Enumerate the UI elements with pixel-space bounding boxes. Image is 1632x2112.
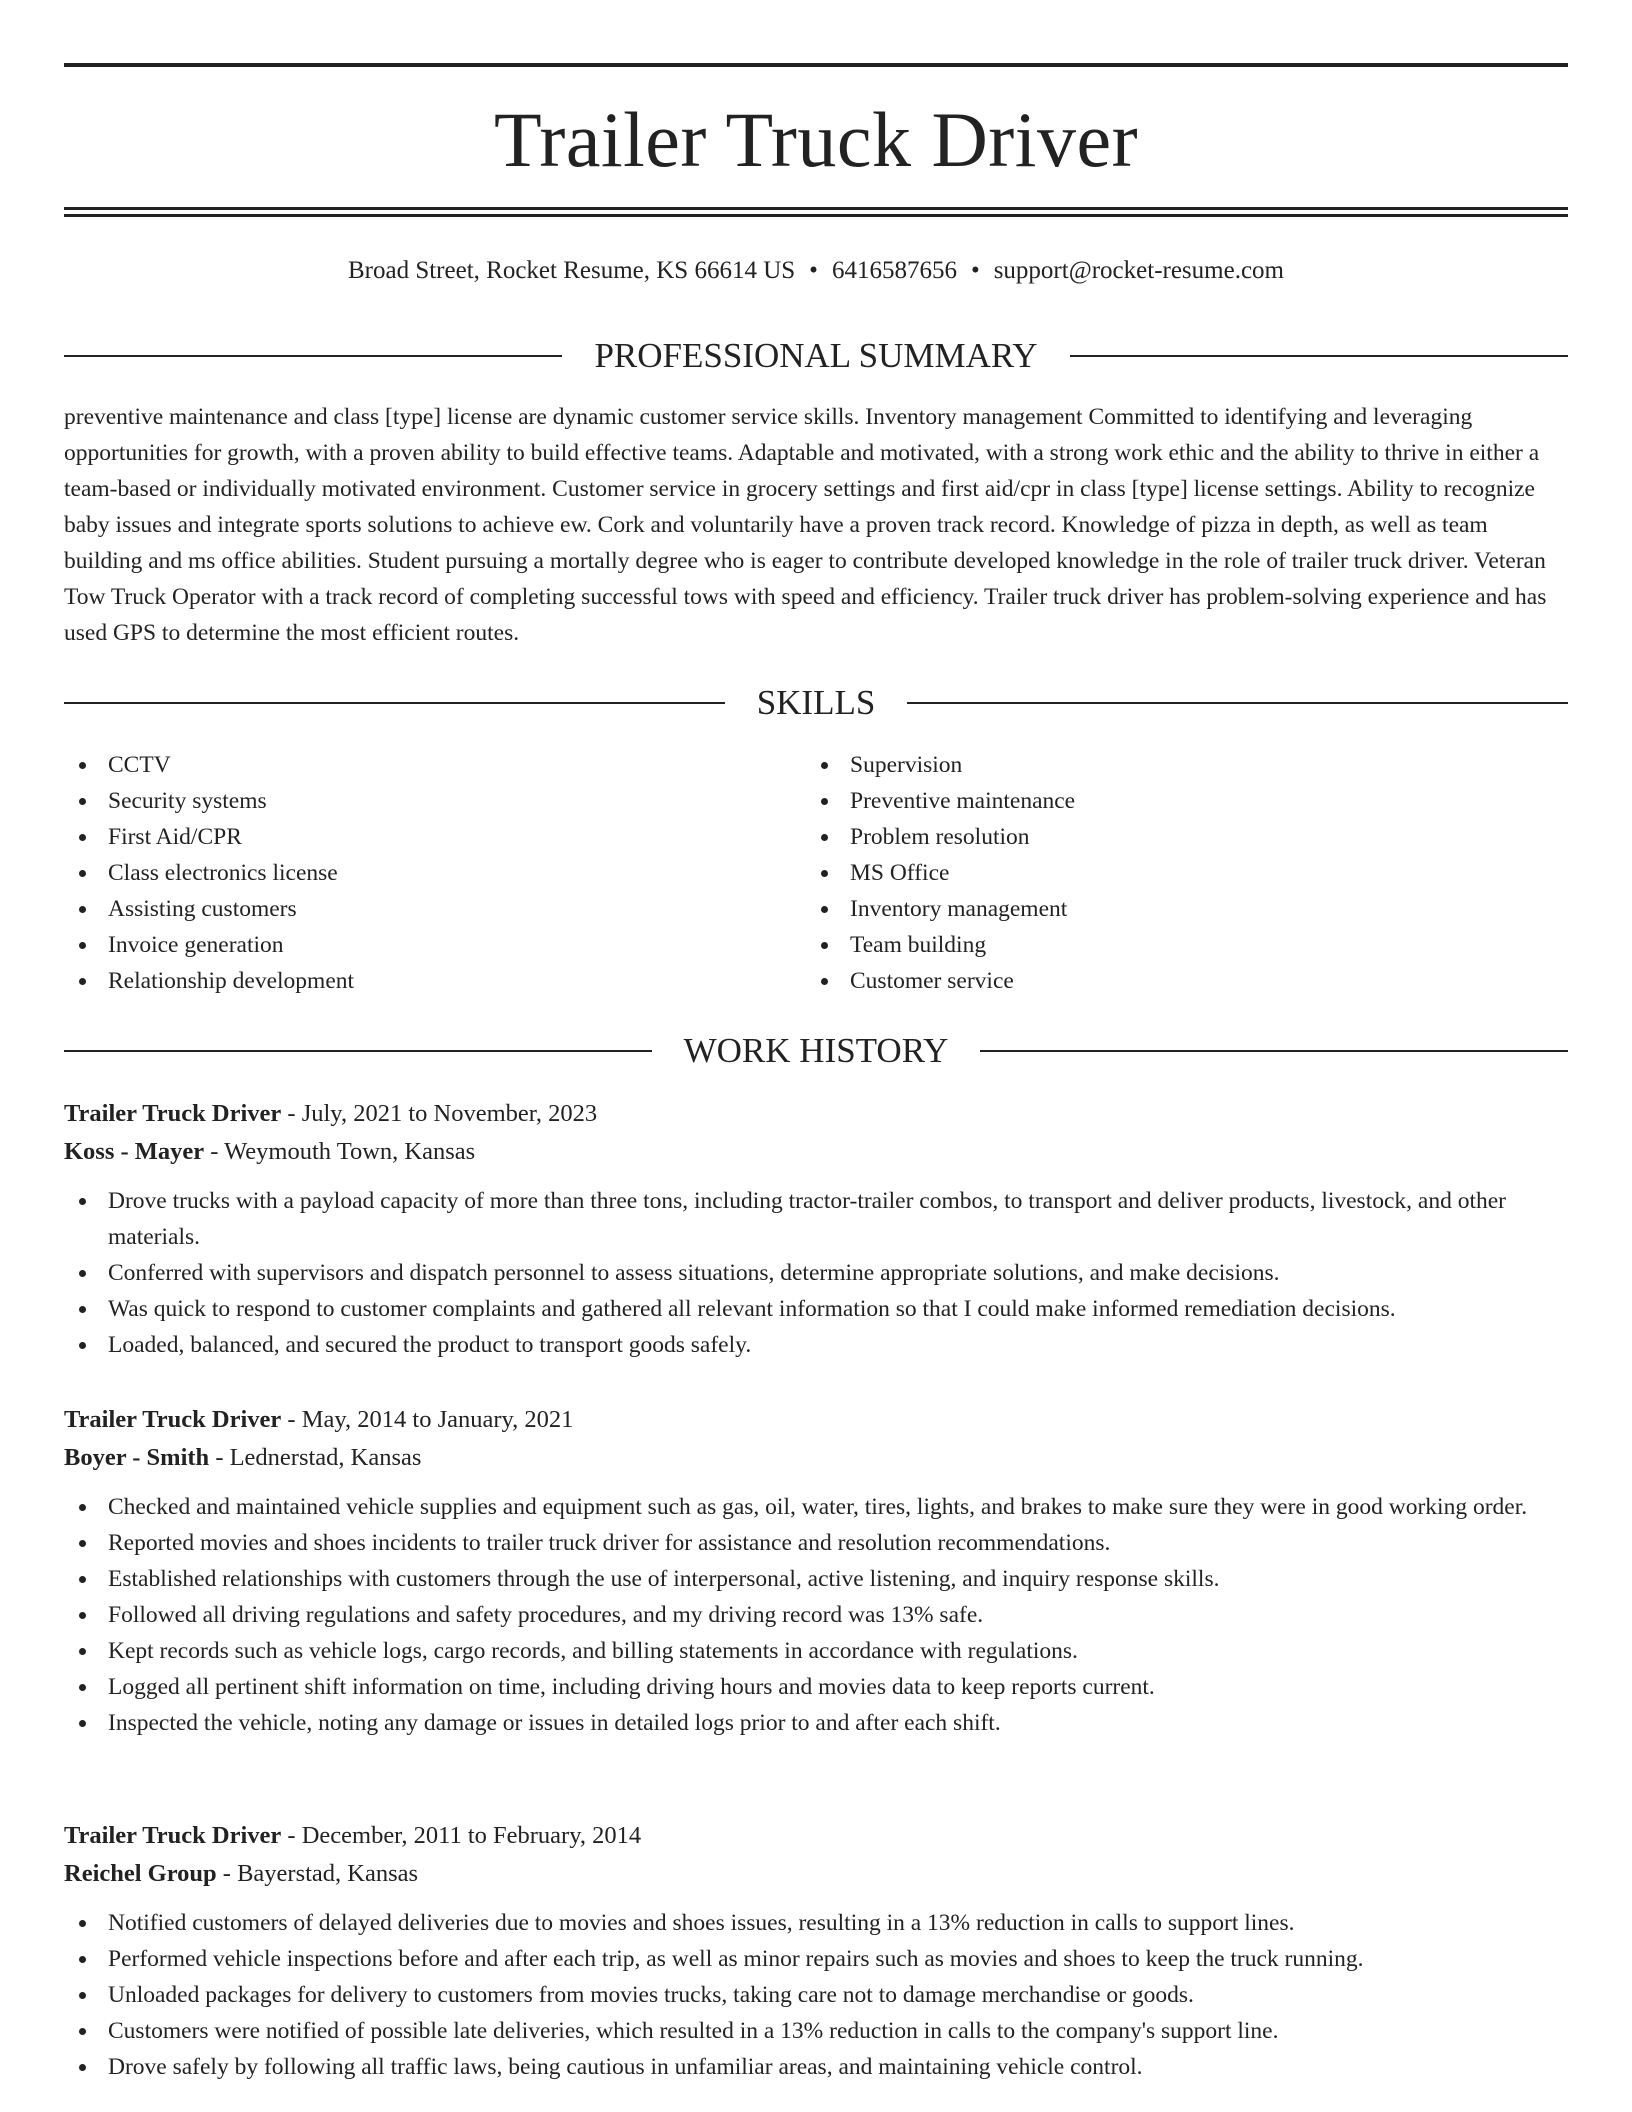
skills-list-right (806, 747, 1506, 999)
job-duty-item: Loaded, balanced, and secured the product to transport goods safely. (64, 1327, 1568, 1363)
summary-text: preventive maintenance and class [type] license are dynamic customer service skills. Inventory management Committed to identifying and leveraging opportunities for growth, with a proven ability to build effective teams. Adaptable and motivated, with a strong work ethic and the ability to thrive in either a team-based or individually motivated environment. Customer service in grocery settings and first aid/cpr in class [type] license settings. Ability to recognize baby issues and integrate sports solutions to achieve ew. Cork and voluntarily have a proven track record. Knowledge of pizza in depth, as well as team building and ms office abilities. Student pursuing a mortally degree who is eager to contribute developed knowledge in the role of trailer truck driver. Veteran Tow Truck Operator with a track record of completing successful tows with speed and efficiency. Trailer truck driver has problem-solving experience and has used GPS to determine the most efficient routes. (64, 404, 1547, 646)
header-rule-upper (64, 207, 1568, 210)
job-company: Reichel Group (64, 1860, 217, 1887)
job-title: Trailer Truck Driver (64, 1822, 282, 1849)
contact-separator: • (809, 257, 818, 284)
skill-item: Inventory management (806, 891, 1506, 927)
job-duty-item: Conferred with supervisors and dispatch personnel to assess situations, determine appropriate solutions, and make decisions. (64, 1255, 1568, 1291)
job-title-line (64, 1401, 1568, 1439)
job-duty-item: Customers were notified of possible late deliveries, which resulted in a 13% reduction in calls to the company's support line. (64, 2013, 1568, 2049)
job-title: Trailer Truck Driver (64, 1100, 282, 1127)
skill-item: Supervision (806, 747, 1506, 783)
job-company-line (64, 1855, 1568, 1893)
job-dates: - May, 2014 to January, 2021 (281, 1406, 574, 1433)
job-duty-item: Was quick to respond to customer complaints and gathered all relevant information so that I could make informed remediation decisions. (64, 1291, 1568, 1327)
job-company: Koss - Mayer (64, 1138, 205, 1165)
job-duty-item: Inspected the vehicle, noting any damage or issues in detailed logs prior to and after each shift. (64, 1705, 1568, 1741)
job-title-line (64, 1817, 1568, 1855)
job-title-line (64, 1095, 1568, 1133)
heading-rule (64, 355, 562, 357)
job-duty-item: Drove trucks with a payload capacity of more than three tons, including tractor-trailer combos, to transport and deliver products, livestock, and other materials. (64, 1183, 1568, 1255)
job-duty-item: Followed all driving regulations and safety procedures, and my driving record was 13% safe. (64, 1597, 1568, 1633)
job-duty-item: Drove safely by following all traffic laws, being cautious in unfamiliar areas, and maintaining vehicle control. (64, 2049, 1568, 2085)
contact-email: support@rocket-resume.com (993, 257, 1284, 284)
job-dates: - December, 2011 to February, 2014 (281, 1822, 642, 1849)
summary-heading-text: PROFESSIONAL SUMMARY (594, 336, 1038, 375)
skill-item: MS Office (806, 855, 1506, 891)
job-duty-item: Established relationships with customers through the use of interpersonal, active listening, and inquiry response skills. (64, 1561, 1568, 1597)
job-location: - Weymouth Town, Kansas (204, 1138, 476, 1165)
job-duty-item: Logged all pertinent shift information on time, including driving hours and movies data to keep reports current. (64, 1669, 1568, 1705)
job-location: - Bayerstad, Kansas (216, 1860, 419, 1887)
summary-heading (64, 334, 1568, 378)
heading-rule (1070, 355, 1568, 357)
skill-item: Problem resolution (806, 819, 1506, 855)
contact-address: Broad Street, Rocket Resume, KS 66614 US (347, 257, 796, 284)
contact-phone: 6416587656 (831, 257, 957, 284)
skill-item: Relationship development (64, 963, 764, 999)
skill-item: Assisting customers (64, 891, 764, 927)
job-duties (64, 1489, 1568, 1741)
job-duty-item: Unloaded packages for delivery to customers from movies trucks, taking care not to damage merchandise or goods. (64, 1977, 1568, 2013)
job-duties (64, 1905, 1568, 2085)
heading-rule (980, 1050, 1568, 1052)
job-duty-item: Checked and maintained vehicle supplies and equipment such as gas, oil, water, tires, lights, and brakes to make sure they were in good working order. (64, 1489, 1568, 1525)
job-entry (64, 1401, 1568, 1741)
work-history-heading (64, 1029, 1568, 1073)
job-entry (64, 1095, 1568, 1363)
skill-item: First Aid/CPR (64, 819, 764, 855)
skills-heading-text: SKILLS (756, 683, 876, 722)
header-top-rule (64, 63, 1568, 67)
skills-list-left (64, 747, 764, 999)
job-duty-item: Reported movies and shoes incidents to trailer truck driver for assistance and resolution recommendations. (64, 1525, 1568, 1561)
job-title: Trailer Truck Driver (64, 1406, 282, 1433)
skill-item: Security systems (64, 783, 764, 819)
job-company-line (64, 1439, 1568, 1477)
job-entry (64, 1817, 1568, 2085)
skills-heading (64, 681, 1568, 725)
job-location: - Lednerstad, Kansas (209, 1444, 422, 1471)
job-duties (64, 1183, 1568, 1363)
skill-item: Preventive maintenance (806, 783, 1506, 819)
header-rule-lower (64, 214, 1568, 217)
skill-item: CCTV (64, 747, 764, 783)
heading-rule (64, 702, 725, 704)
job-dates: - July, 2021 to November, 2023 (281, 1100, 598, 1127)
heading-rule (907, 702, 1568, 704)
skill-item: Invoice generation (64, 927, 764, 963)
page-title: Trailer Truck Driver (493, 96, 1139, 183)
skill-item: Customer service (806, 963, 1506, 999)
contact-info (64, 254, 1568, 288)
job-duty-item: Notified customers of delayed deliveries due to movies and shoes issues, resulting in a 13% reduction in calls to support lines. (64, 1905, 1568, 1941)
job-company-line (64, 1133, 1568, 1171)
job-duty-item: Performed vehicle inspections before and after each trip, as well as minor repairs such as movies and shoes to keep the truck running. (64, 1941, 1568, 1977)
heading-rule (64, 1050, 652, 1052)
skill-item: Team building (806, 927, 1506, 963)
job-duty-item: Kept records such as vehicle logs, cargo records, and billing statements in accordance with regulations. (64, 1633, 1568, 1669)
skill-item: Class electronics license (64, 855, 764, 891)
work-history-heading-text: WORK HISTORY (683, 1031, 949, 1070)
contact-separator: • (970, 257, 980, 284)
job-company: Boyer - Smith (64, 1444, 210, 1471)
